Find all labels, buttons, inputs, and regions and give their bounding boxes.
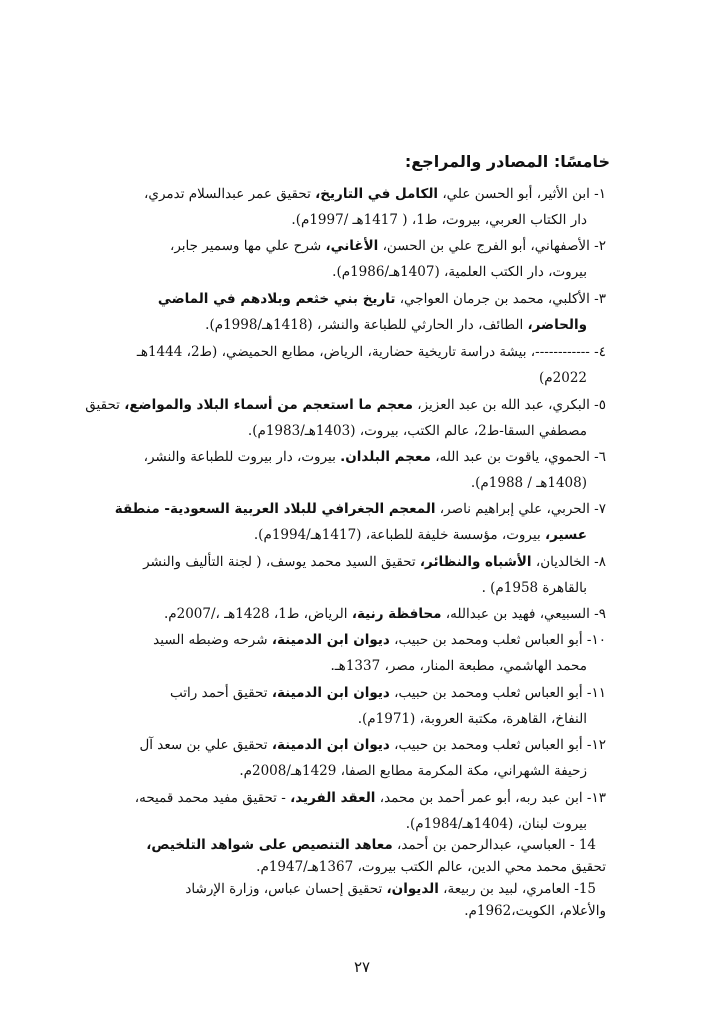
reference-text: بيروت لبنان، (1404هـ/1984م). — [405, 816, 587, 832]
reference-title: المعجم الجغرافي للبلاد العربية السعودية- منطقة — [114, 501, 436, 517]
reference-title: ديوان ابن الدمينة، — [271, 685, 390, 701]
reference-line — [137, 343, 606, 361]
reference-text: دار الكتاب العربي، بيروت، ط1، ( 1417هـ /1997م). — [291, 212, 587, 228]
reference-line — [406, 815, 587, 833]
section-heading: خامسًا: المصادر والمراجع: — [404, 152, 610, 171]
reference-line — [291, 211, 587, 229]
reference-text: بيروت، دار بيروت للطباعة والنشر، — [143, 449, 341, 465]
reference-text: النفاخ، القاهرة، مكتبة العروبة، (1971م). — [357, 711, 587, 727]
reference-title: ديوان ابن الدمينة، — [271, 632, 390, 648]
reference-line — [239, 762, 587, 780]
reference-text: - تحقيق مفيد محمد قميحه، — [134, 790, 291, 806]
reference-text: 14 - العباسي، عبدالرحمن بن أحمد، — [392, 837, 596, 853]
reference-title: الأغاني، — [325, 238, 379, 254]
reference-text: تحقيق علي بن سعد آل — [139, 737, 272, 753]
reference-line — [143, 553, 606, 571]
reference-title: معجم البلدان. — [340, 449, 431, 465]
reference-title: العقد الفريد، — [290, 790, 376, 806]
reference-title: والحاضر، — [527, 317, 587, 333]
reference-line — [482, 579, 587, 597]
reference-title: الديوان، — [386, 881, 439, 897]
reference-text: ١- ابن الأثير، أبو الحسن علي، — [438, 186, 606, 202]
reference-text: ١٠- أبو العباس ثعلب ومحمد بن حبيب، — [389, 632, 606, 648]
reference-text: ٦- الحموي، ياقوت بن عبد الله، — [430, 449, 606, 465]
reference-title: الكامل في التاريخ، — [315, 186, 439, 202]
reference-line — [464, 902, 606, 920]
reference-text: ١٣- ابن عبد ربه، أبو عمر أحمد بن محمد، — [375, 790, 606, 806]
reference-line — [539, 369, 587, 387]
reference-text: تحقيق أحمد راتب — [170, 685, 272, 701]
reference-text: ٧- الحربي، علي إبراهيم ناصر، — [435, 501, 606, 517]
reference-line — [205, 316, 587, 334]
reference-line — [135, 789, 606, 807]
reference-line — [146, 836, 596, 854]
reference-title: ديوان ابن الدمينة، — [271, 737, 390, 753]
reference-line — [170, 684, 606, 702]
reference-line — [248, 422, 587, 440]
reference-text: 15- العامري، لبيد بن ربيعة، — [438, 881, 596, 897]
reference-line — [330, 657, 587, 675]
reference-title: معاهد التنصيص على شواهد التلخيص، — [146, 837, 393, 853]
reference-line — [170, 237, 606, 255]
reference-text: بيروت، دار الكتب العلمية، (1407هـ/1986م). — [332, 264, 587, 280]
reference-text: ٨- الخالديان، — [531, 554, 606, 570]
reference-line — [332, 263, 587, 281]
reference-text: تحقيق السيد محمد يوسف، ( لجنة التأليف والنشر — [143, 554, 420, 570]
reference-title: الأشباه والنظائر، — [419, 554, 532, 570]
reference-line — [139, 736, 606, 754]
reference-text: تحقيق محمد محي الدين، عالم الكتب بيروت، 1367هـ/1947م. — [256, 859, 606, 875]
reference-line — [85, 396, 606, 414]
reference-text: (1408هـ / 1988م). — [470, 475, 587, 491]
reference-text: مصطفي السقا-ط2، عالم الكتب، بيروت، (1403هـ/1983م). — [247, 423, 587, 439]
reference-text: ٥- البكري، عبد الله بن عبد العزيز، — [412, 397, 606, 413]
reference-text: تحقيق إحسان عباس، وزارة الإرشاد — [185, 881, 387, 897]
reference-text: ٣- الأكلبي، محمد بن جرمان العواجي، — [395, 291, 606, 307]
reference-text: ٢- الأصفهاني، أبو الفرج علي بن الحسن، — [378, 238, 606, 254]
reference-text: ٤- ------------، بيشة دراسة تاريخية حضارية، الرياض، مطابع الحميضي، (ط2، 1444هـ — [136, 344, 606, 360]
reference-text: ١١- أبو العباس ثعلب ومحمد بن حبيب، — [389, 685, 606, 701]
reference-text: ٩- السبيعي، فهيد بن عبدالله، — [441, 606, 606, 622]
reference-title: تاريخ بني خثعم وبلادهم في الماضي — [157, 291, 396, 307]
reference-line — [144, 185, 606, 203]
reference-line — [158, 290, 606, 308]
reference-line — [254, 526, 587, 544]
reference-line — [153, 631, 606, 649]
reference-text: تحقيق — [85, 397, 125, 413]
reference-line — [358, 710, 587, 728]
reference-text: شرح علي مها وسمير جابر، — [169, 238, 326, 254]
reference-text: 2022م) — [539, 370, 587, 386]
reference-line — [115, 500, 606, 518]
reference-line — [144, 448, 606, 466]
reference-title: محافظة رنية، — [351, 606, 442, 622]
reference-text: زحيفة الشهراني، مكة المكرمة مطابع الصفا، 1429هـ/2008م. — [239, 763, 587, 779]
reference-text: محمد الهاشمي، مطبعة المنار، مصر، 1337هـ. — [330, 658, 587, 674]
reference-text: الطائف، دار الحارثي للطباعة والنشر، (1418هـ/1998م). — [205, 317, 528, 333]
reference-text: بيروت، مؤسسة خليفة للطباعة، (1417هـ/1994م). — [253, 527, 545, 543]
reference-title: عسير، — [545, 527, 587, 543]
reference-line — [185, 880, 596, 898]
reference-text: تحقيق عمر عبدالسلام تدمري، — [144, 186, 316, 202]
page-number: ٢٧ — [353, 958, 371, 976]
reference-line — [471, 474, 587, 492]
reference-text: الرياض، ط1، 1428هـ ،/2007م. — [163, 606, 352, 622]
reference-title: معجم ما استعجم من أسماء البلاد والمواضع، — [124, 397, 413, 413]
reference-line — [256, 858, 606, 876]
reference-text: والأعلام، الكويت،1962م. — [464, 903, 606, 919]
reference-text: ١٢- أبو العباس ثعلب ومحمد بن حبيب، — [389, 737, 606, 753]
reference-text: شرحه وضبطه السيد — [153, 632, 272, 648]
reference-line — [164, 605, 606, 623]
reference-text: بالقاهرة 1958م) . — [481, 580, 587, 596]
